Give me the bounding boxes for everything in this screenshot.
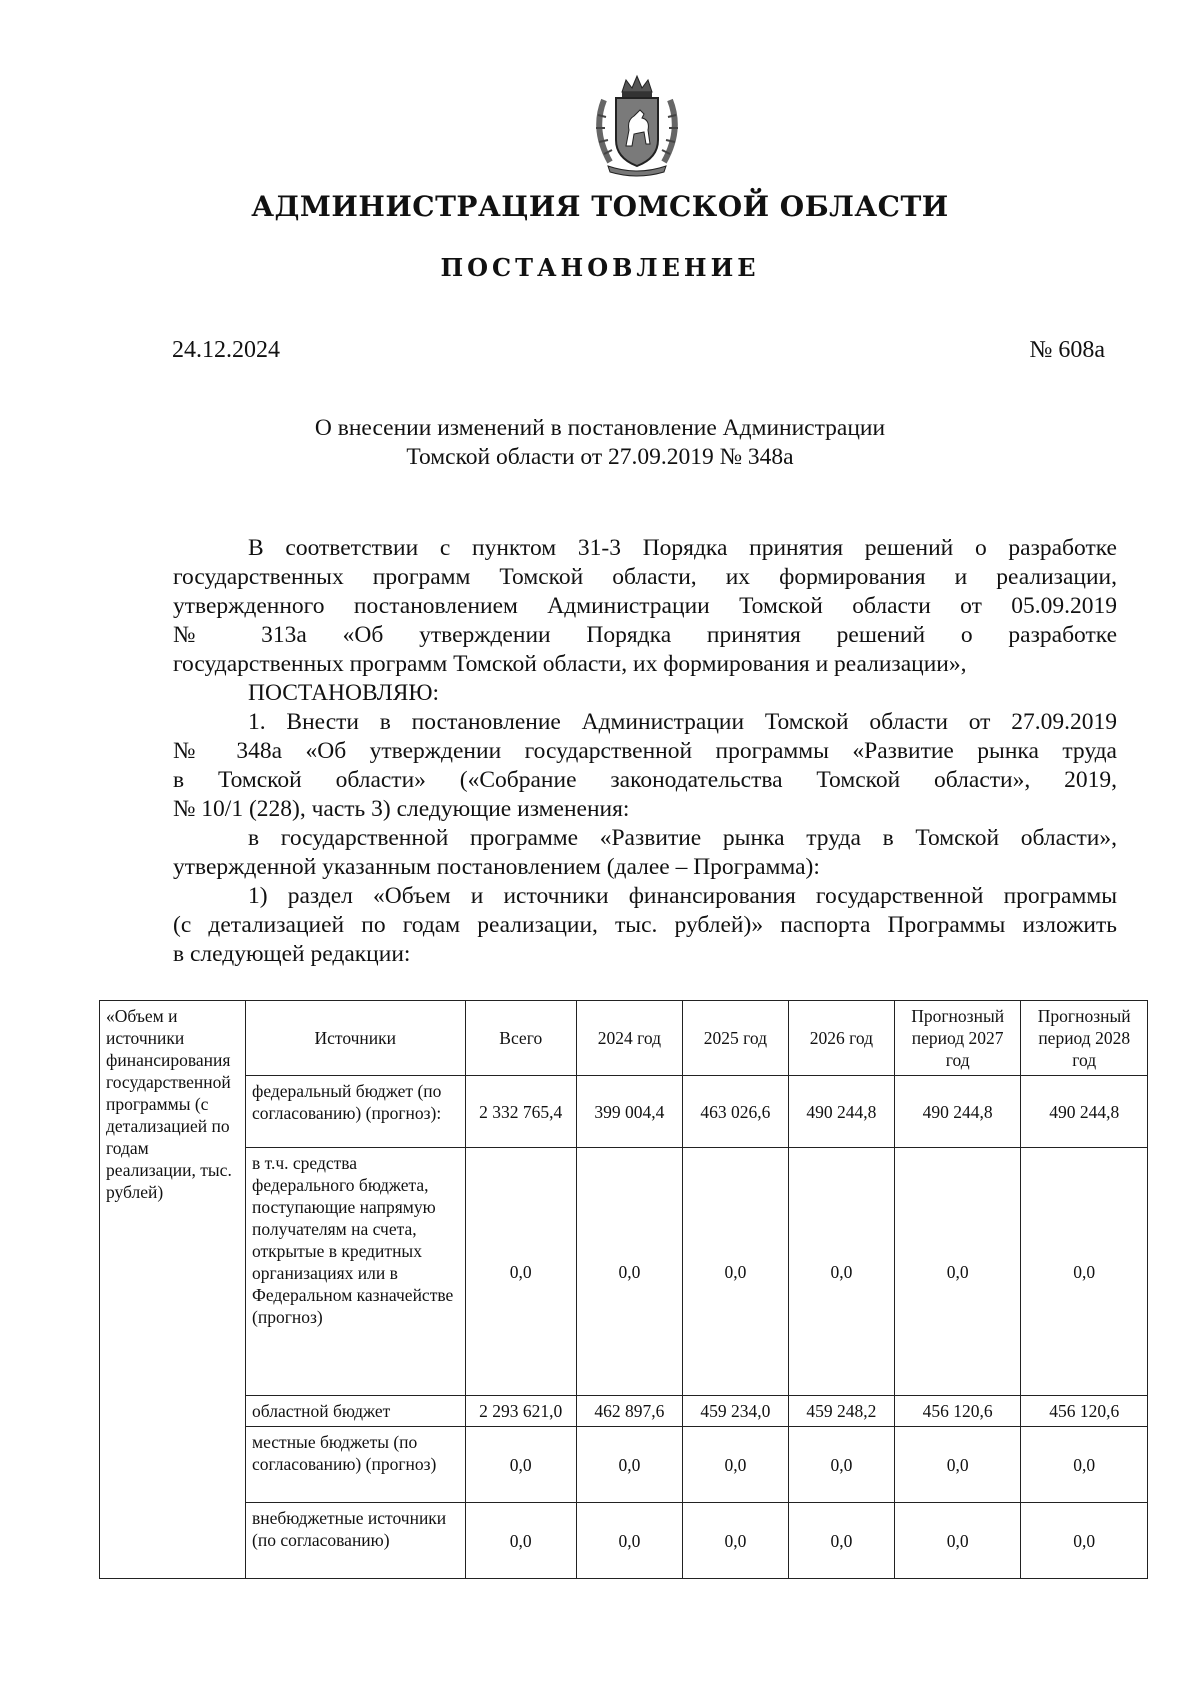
body-line: в государственной программе «Развитие рынка труда в Томской области», [248,825,1117,851]
coat-of-arms-icon [582,70,692,180]
row-source: федеральный бюджет (по согласованию) (прогноз): [246,1076,466,1148]
body-line: (с детализацией по годам реализации, тыс. рублей)» паспорта Программы изложить [173,912,1117,938]
table-cell: 0,0 [894,1427,1021,1503]
column-header: 2026 год [788,1001,894,1076]
column-header: Прогнозный период 2027 год [894,1001,1021,1076]
table-cell: 0,0 [1021,1503,1148,1579]
body-line: утвержденного постановлением Администрации Томской области от 05.09.2019 [173,593,1117,619]
row-source: в т.ч. средства федерального бюджета, поступающие напрямую получателям на счета, открытые в кредитных организациях или в Федеральном казначействе (прогноз) [246,1148,466,1396]
table-cell: 0,0 [576,1503,682,1579]
table-row [100,1427,1148,1503]
body-line: № 348а «Об утверждении государственной программы «Развитие рынка труда [173,738,1117,764]
body-line: государственных программ Томской области, их формирования и реализации», [173,651,967,677]
body-line: № 10/1 (228), часть 3) следующие изменения: [173,796,630,822]
column-header: Всего [465,1001,576,1076]
table-cell: 0,0 [682,1503,788,1579]
table-cell: 456 120,6 [894,1396,1021,1427]
table-cell: 0,0 [788,1503,894,1579]
organization-title: АДМИНИСТРАЦИЯ ТОМСКОЙ ОБЛАСТИ [251,190,949,223]
table-row [100,1503,1148,1579]
body-line: утвержденной указанным постановлением (далее – Программа): [173,854,820,880]
table-cell: 0,0 [465,1503,576,1579]
table-cell: 490 244,8 [1021,1076,1148,1148]
table-cell: 0,0 [682,1427,788,1503]
table-cell: 0,0 [576,1148,682,1396]
row-source: местные бюджеты (по согласованию) (прогноз) [246,1427,466,1503]
table-cell: 0,0 [894,1503,1021,1579]
table-cell: 490 244,8 [788,1076,894,1148]
table-cell: 490 244,8 [894,1076,1021,1148]
table-cell: 0,0 [788,1148,894,1396]
table-cell: 399 004,4 [576,1076,682,1148]
table-cell: 0,0 [465,1427,576,1503]
body-line: 1) раздел «Объем и источники финансирования государственной программы [248,883,1117,909]
document-number: № 608а [1029,337,1105,363]
body-line: В соответствии с пунктом 31-3 Порядка принятия решений о разработке [248,535,1117,561]
table-cell: 0,0 [894,1148,1021,1396]
subject-line: О внесении изменений в постановление Администрации [314,415,886,441]
subject-line: Томской области от 27.09.2019 № 348а [406,444,794,470]
table-cell: 0,0 [1021,1427,1148,1503]
column-header: Прогнозный период 2028 год [1021,1001,1148,1076]
resolution-word: ПОСТАНОВЛЯЮ: [248,680,440,706]
row-source: внебюджетные источники (по согласованию) [246,1503,466,1579]
document-subject [200,414,1000,472]
financing-table [99,1000,1148,1579]
document-type: ПОСТАНОВЛЕНИЕ [440,253,760,282]
table-left-header: «Объем и источники финансирования государственной программы (с детализацией по годам реализации, тыс. рублей) [100,1001,246,1579]
document-date: 24.12.2024 [172,337,280,363]
table-cell: 2 332 765,4 [465,1076,576,1148]
row-source: областной бюджет [246,1396,466,1427]
column-header: 2024 год [576,1001,682,1076]
table-row [100,1396,1148,1427]
document-body [173,534,1117,969]
column-header: Источники [246,1001,466,1076]
body-line: в следующей редакции: [173,941,411,967]
table-cell: 0,0 [682,1148,788,1396]
table-cell: 0,0 [576,1427,682,1503]
body-line: 1. Внести в постановление Администрации Томской области от 27.09.2019 [248,709,1117,735]
table-cell: 459 248,2 [788,1396,894,1427]
table-cell: 0,0 [465,1148,576,1396]
table-row [100,1148,1148,1396]
column-header: 2025 год [682,1001,788,1076]
table-cell: 462 897,6 [576,1396,682,1427]
table-cell: 2 293 621,0 [465,1396,576,1427]
table-cell: 459 234,0 [682,1396,788,1427]
table-cell: 0,0 [1021,1148,1148,1396]
table-header-row [100,1001,1148,1076]
table-row [100,1076,1148,1148]
body-line: в Томской области» («Собрание законодательства Томской области», 2019, [173,767,1117,793]
body-line: государственных программ Томской области, их формирования и реализации, [173,564,1117,590]
body-line: № 313а «Об утверждении Порядка принятия решений о разработке [173,622,1117,648]
table-cell: 463 026,6 [682,1076,788,1148]
table-cell: 456 120,6 [1021,1396,1148,1427]
table-cell: 0,0 [788,1427,894,1503]
